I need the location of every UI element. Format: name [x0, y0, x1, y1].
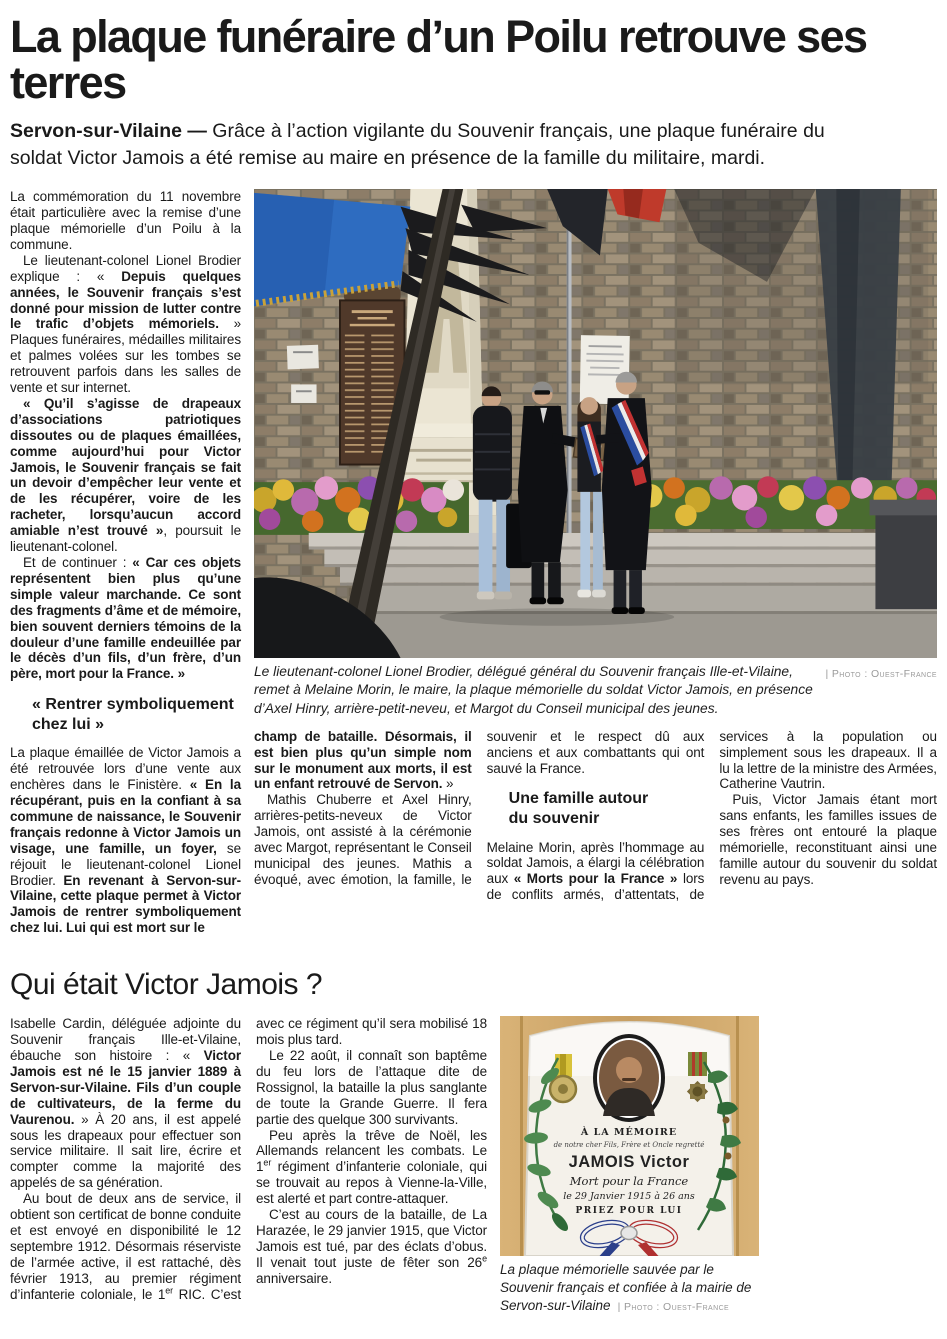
plaque-photo-caption [500, 1261, 759, 1314]
headline: La plaque funéraire d’un Poilu retrouve ses terres [10, 11, 867, 108]
main-article [10, 189, 937, 936]
plaque-photo [500, 1016, 759, 1256]
plaque-name-line: JAMOIS Victor [568, 1153, 690, 1172]
paragraph: La commémoration du 11 novembre était particulière avec la remise d’une plaque mémorielle d’un Poilu à la commune. [10, 189, 241, 252]
sidebar-headline: Qui était Victor Jamois ? [10, 968, 323, 1002]
paragraph: Mathis Chuberre et Axel Hinry, arrières-petits-neveux de Victor Jamois, ont assisté à la cérémonie avec Margot, représentant le Conseil municipal des jeunes. Mathis a évoqué, avec émotion, la famille, le souvenir et le respect dû aux anciens et aux combattants qui ont sauvé la France. [254, 728, 705, 887]
plaque-mort-line: Mort pour la France [569, 1174, 689, 1189]
lede-text: Grâce à l’action vigilante du Souvenir français, une plaque funéraire du soldat Victor Jamois a été remise au maire en présence de la famille du militaire, mardi. [10, 119, 825, 170]
column-subhead: « Rentrer symboliquement chez lui » [32, 696, 234, 733]
flower-bed-left [254, 476, 469, 535]
stone-pedestal [875, 512, 937, 610]
article-columns-2-4 [254, 729, 937, 903]
ceremony-photo [254, 189, 937, 658]
paragraph: Au bout de deux ans de service, il obtient son certificat de bonne conduite et est envoyé en disponibilité le 12 septembre 1912. Désormais réserviste de l’armée active, il est rattaché, dès février 1913, au premier régiment d’infanterie coloniale, le 1er RIC. C’est avec ce régiment qu’il sera mobilisé 18 mois plus tard. [10, 1016, 487, 1302]
soldier-portrait [593, 1034, 665, 1122]
sidebar-columns [10, 1016, 487, 1302]
ceremony-photo-figure [254, 189, 937, 718]
paragraph: Isabelle Cardin, déléguée adjointe du Souvenir français Ille-et-Vilaine, ébauche son histoire : « Victor Jamois est né le 15 janvier 1889 à Servon-sur-Vilaine. Fils d’un couple de cultivateurs, de la ferme du Vaurenou. » À 20 ans, il est appelé sous les drapeaux pour effectuer son service militaire. Il sait lire, écrire et compter comme la majorité des appelés de sa génération. [10, 1016, 241, 1191]
paragraph: « Qu’il s’agisse de drapeaux d’associations patriotiques dissoutes ou de plaques émaillées, comme aujourd’hui pour Victor Jamois, le Souvenir français se fait un devoir d’empêcher leur vente et de les récupérer, voire de les racheter, lorsqu’aucun accord amiable n’est trouvé », poursuit le lieutenant-colonel. [10, 395, 241, 555]
paragraph: Melaine Morin, après l’hommage au soldat Jamois, a élargi la célébration aux « Morts pour la France » lors de conflits armés, d’attentats, de services à la population ou simplement sous les drapeaux. Il a lu la lettre de la ministre des Armées, Catherine Vautrin. [486, 728, 937, 903]
paragraph: C’est au cours de la bataille, de La Harazée, le 29 janvier 1915, que Victor Jamois est tué, par des éclats d’obus. Il venait tout juste de fêter son 26e anniversaire. [256, 1207, 487, 1286]
paragraph: Le 22 août, il connaît son baptême du feu lors de l’attaque dite de Rossignol, la bataille la plus sanglante de toute la Grande Guerre. Il fera partie des quelque 300 survivants. [256, 1047, 487, 1127]
paragraph: Puis, Victor Jamais étant mort sans enfants, les familles issues de ses frères ont entouré la plaque mémorielle, reconstituant ainsi une famille autour du souvenir du soldat revenu au pays. [719, 792, 937, 887]
paragraph: Et de continuer : « Car ces objets représentent bien plus qu’une simple valeur marchande. Ce sont des fragments d’âme et de mémoire, bien souvent derniers témoins de la douleur d’une famille endeuillée par le décès d’un fils, d’un frère, d’un père, mort pour la France. » [10, 555, 241, 682]
photo-credit: | Photo : Ouest-France [825, 668, 937, 681]
paragraph: champ de bataille. Désormais, il est bien plus qu’un simple nom sur le monument aux morts, il est un enfant retrouvé de Servon. » [254, 728, 472, 792]
lede [10, 118, 860, 173]
article-right-area [254, 189, 937, 903]
photo-caption [254, 663, 937, 718]
article-column-1 [10, 189, 241, 936]
column-subhead: Une famille autour du souvenir [508, 790, 649, 827]
lede-location: Servon-sur-Vilaine — [10, 119, 213, 142]
plaque-dedicace-line: de notre cher Fils, Frère et Oncle regretté [553, 1141, 705, 1150]
plaque-photo-figure [500, 1016, 759, 1314]
plaque-priez-line: PRIEZ POUR LUI [575, 1206, 683, 1217]
sidebar-story [10, 968, 937, 1314]
white-wall-plaque [580, 335, 630, 404]
paragraph: La plaque émaillée de Victor Jamois a été retrouvée lors d’une vente aux enchères dans le Finistère. « En la récupérant, puis en la confiant à sa commune de naissance, le Souvenir français redonne à Victor Jamois un visage, une famille, un foyer, se réjouit le lieutenant-colonel Lionel Brodier. En revenant à Servon-sur-Vilaine, cette plaque permet à Victor Jamois de rentrer symboliquement chez lui. Lui qui est mort sur le [10, 745, 241, 936]
plaque-photo-credit: | Photo : Ouest-France [617, 1300, 730, 1313]
plaque-caption-text: La plaque mémorielle sauvée par le Souvenir français et confiée à la mairie de Servon-sur-Vilaine [500, 1262, 752, 1313]
paragraph: Peu après la trêve de Noël, les Allemands relancent les combats. Le 1er régiment d’infanterie coloniale, qui se trouvait au repos à Vienne-la-Ville, est alerté et part contre-attaquer. [256, 1127, 487, 1207]
plaque-memoire-line: À LA MÉMOIRE [580, 1127, 678, 1139]
photo-caption-text: Le lieutenant-colonel Lionel Brodier, délégué général du Souvenir français Ille-et-Vilaine, remet à Melaine Morin, le maire, la plaque mémorielle du soldat Victor Jamois, en présence d’Axel Hinry, arrière-petit-neveu, et Margot du Conseil municipal des jeunes. [254, 664, 813, 716]
plaque-date-line: le 29 Janvier 1915 à 26 ans [563, 1191, 695, 1203]
paragraph: Le lieutenant-colonel Lionel Brodier explique : « Depuis quelques années, le Souvenir français s’est donné pour mission de lutter contre le trafic d’objets mémoriels. » Plaques funéraires, médailles militaires et palmes volées sur les tombes se retrouvent parfois dans les salles de vente et sur internet. [10, 252, 241, 396]
